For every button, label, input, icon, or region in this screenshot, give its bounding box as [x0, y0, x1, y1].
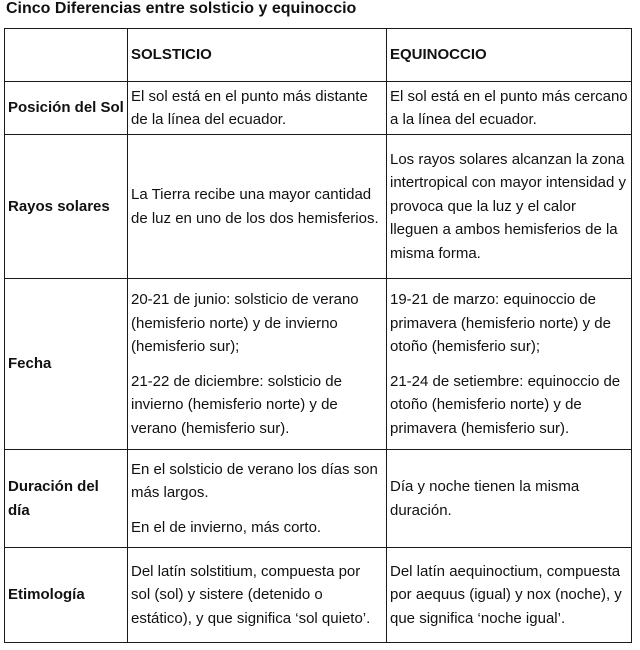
cell-text: 19-21 de marzo: equinoccio de primavera (hemisferio norte) y de otoño (hemisferio sur);: [390, 291, 611, 355]
cell-solsticio: [128, 82, 387, 135]
corner-cell: [5, 29, 128, 82]
cell-text: El sol está en el punto más distante de la línea del ecuador.: [131, 87, 368, 128]
table-row: [5, 548, 632, 643]
row-header-fecha: Fecha: [5, 279, 128, 450]
cell-solsticio: [128, 548, 387, 643]
cell-text: Del latín aequinoctium, compuesta por aequus (igual) y nox (noche), y que significa ‘noche igual’.: [390, 562, 622, 627]
cell-equinoccio: [387, 135, 632, 279]
table-header-row: [5, 29, 632, 82]
cell-solsticio: [128, 279, 387, 450]
cell-text: Día y noche tienen la misma duración.: [390, 478, 580, 519]
cell-text: 21-22 de diciembre: solsticio de invierno (hemisferio norte) y de verano (hemisferio sur).: [131, 372, 342, 437]
row-header-rayos-solares: Rayos solares: [5, 135, 128, 279]
table-row: [5, 450, 632, 548]
table-row: [5, 135, 632, 279]
cell-equinoccio: [387, 279, 632, 450]
cell-text: 20-21 de junio: solsticio de verano (hemisferio norte) y de invierno (hemisferio sur);: [131, 291, 359, 355]
cell-text: Del latín solstitium, compuesta por sol (sol) y sistere (detenido o estático), y que significa ‘sol quieto’.: [131, 562, 371, 627]
row-header-posicion-del-sol: Posición del Sol: [5, 82, 128, 135]
column-header-equinoccio: EQUINOCCIO: [387, 29, 632, 82]
page-title: Cinco Diferencias entre solsticio y equinoccio: [6, 0, 357, 17]
column-header-solsticio: SOLSTICIO: [128, 29, 387, 82]
table-row: [5, 82, 632, 135]
row-header-duracion-del-dia: Duración del día: [5, 450, 128, 548]
cell-equinoccio: [387, 82, 632, 135]
row-header-etimologia: Etimología: [5, 548, 128, 643]
cell-equinoccio: [387, 548, 632, 643]
cell-text: En el solsticio de verano los días son más largos.: [131, 460, 378, 502]
cell-text: La Tierra recibe una mayor cantidad de luz en uno de los dos hemisferios.: [131, 186, 379, 227]
cell-text: Los rayos solares alcanzan la zona intertropical con mayor intensidad y provoca que la luz y el calor lleguen a ambos hemisferios de la misma forma.: [390, 150, 626, 262]
cell-solsticio: [128, 135, 387, 279]
cell-text: 21-24 de setiembre: equinoccio de otoño (hemisferio norte) y de primavera (hemisferio sur).: [390, 372, 621, 437]
table-row: [5, 279, 632, 450]
cell-text: El sol está en el punto más cercano a la línea del ecuador.: [390, 87, 628, 128]
cell-equinoccio: [387, 450, 632, 548]
cell-solsticio: [128, 450, 387, 548]
cell-text: En el de invierno, más corto.: [131, 518, 322, 536]
comparison-table: [4, 28, 632, 643]
